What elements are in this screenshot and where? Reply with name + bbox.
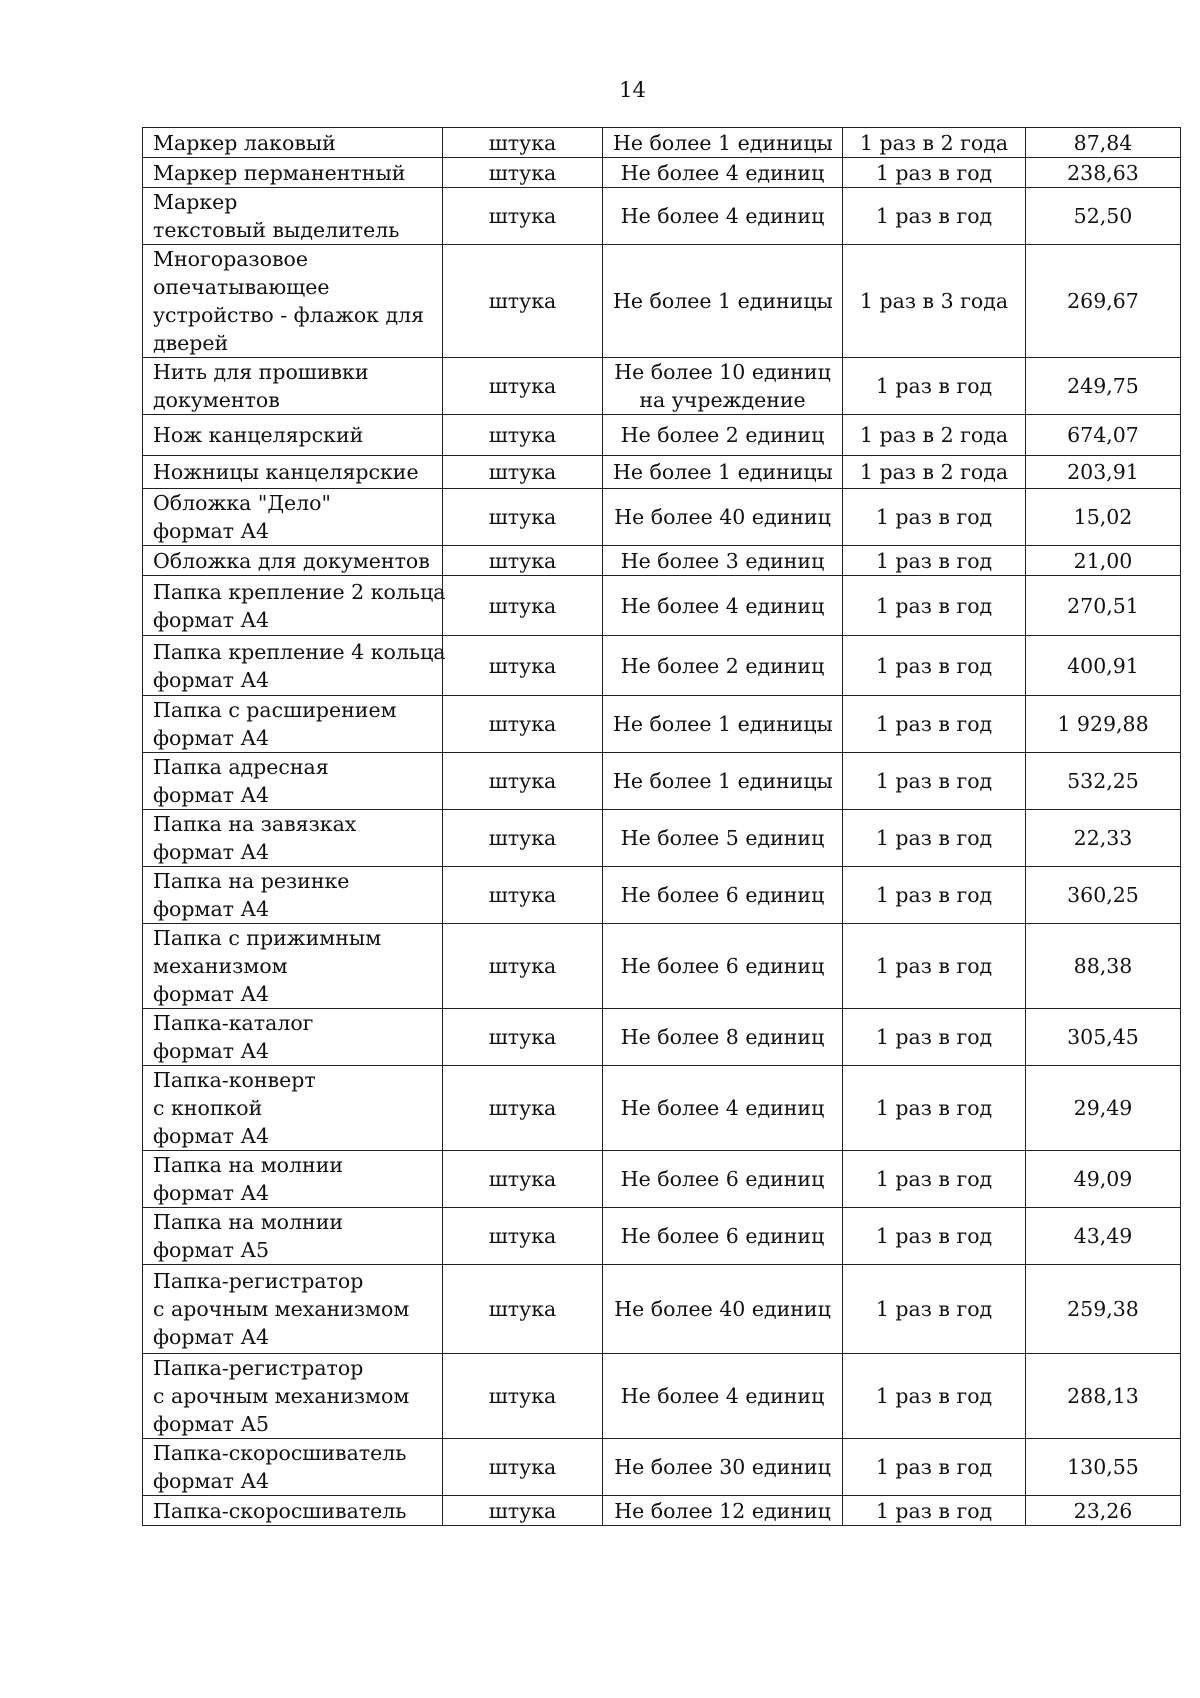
item-name-cell-line: Многоразовое (153, 247, 308, 271)
price-cell: 49,09 (1026, 1151, 1181, 1208)
unit-cell: штука (443, 1439, 603, 1496)
table-row (143, 636, 1181, 696)
item-name-cell-line: формат А4 (153, 897, 270, 921)
quantity-cell-line: Не более 4 единиц (620, 1096, 825, 1120)
frequency-cell: 1 раз в год (843, 576, 1026, 636)
quantity-cell (603, 1439, 843, 1496)
table-row (143, 158, 1181, 188)
item-name-cell-line: формат А4 (153, 519, 270, 543)
item-name-cell (143, 867, 443, 924)
frequency-cell: 1 раз в год (843, 1265, 1026, 1354)
item-name-cell-line: формат А4 (153, 783, 270, 807)
quantity-cell (603, 1151, 843, 1208)
item-name-cell (143, 1265, 443, 1354)
item-name-cell-line: с арочным механизмом (153, 1384, 410, 1408)
item-name-cell (143, 158, 443, 188)
item-name-cell (143, 128, 443, 158)
frequency-cell: 1 раз в год (843, 1439, 1026, 1496)
table-row (143, 1151, 1181, 1208)
frequency-cell: 1 раз в 2 года (843, 128, 1026, 158)
item-name-cell-line: Папка-конверт (153, 1068, 316, 1092)
frequency-cell: 1 раз в 3 года (843, 245, 1026, 358)
item-name-cell-line: формат А4 (153, 1469, 270, 1493)
item-name-cell-line: Папка с прижимным (153, 926, 382, 950)
item-name-cell (143, 1439, 443, 1496)
item-name-cell (143, 456, 443, 489)
quantity-cell-line: на учреждение (639, 388, 806, 412)
price-cell: 259,38 (1026, 1265, 1181, 1354)
unit-cell: штука (443, 188, 603, 245)
quantity-cell-line: Не более 1 единицы (613, 769, 833, 793)
frequency-cell: 1 раз в год (843, 867, 1026, 924)
unit-cell: штука (443, 1208, 603, 1265)
quantity-cell-line: Не более 30 единиц (614, 1455, 831, 1479)
quantity-cell-line: Не более 10 единиц (614, 360, 831, 384)
quantity-cell (603, 1208, 843, 1265)
item-name-cell-line: документов (153, 388, 280, 412)
table-row (143, 696, 1181, 753)
item-name-cell-line: Папка-регистратор (153, 1356, 364, 1380)
quantity-cell-line: Не более 4 единиц (620, 160, 825, 185)
item-name-cell-line: Папка-регистратор (153, 1269, 364, 1293)
frequency-cell: 1 раз в год (843, 924, 1026, 1009)
quantity-cell (603, 456, 843, 489)
unit-cell: штука (443, 576, 603, 636)
quantity-cell (603, 1009, 843, 1066)
quantity-cell (603, 489, 843, 546)
price-cell: 22,33 (1026, 810, 1181, 867)
item-name-cell-line: Нить для прошивки (153, 360, 369, 384)
item-name-cell-line: Обложка для документов (153, 548, 430, 573)
item-name-cell-line: Нож канцелярский (153, 423, 364, 447)
frequency-cell: 1 раз в год (843, 546, 1026, 576)
price-cell: 360,25 (1026, 867, 1181, 924)
table-row (143, 188, 1181, 245)
frequency-cell: 1 раз в год (843, 636, 1026, 696)
frequency-cell: 1 раз в год (843, 1496, 1026, 1526)
item-name-cell-line: Маркер перманентный (153, 160, 406, 185)
quantity-cell (603, 158, 843, 188)
item-name-cell-line: Ножницы канцелярские (153, 460, 419, 484)
price-cell: 43,49 (1026, 1208, 1181, 1265)
item-name-cell-line: Папка на молнии (153, 1153, 344, 1177)
unit-cell: штука (443, 636, 603, 696)
quantity-cell-line: Не более 40 единиц (614, 505, 831, 529)
item-name-cell-line: формат А4 (153, 840, 270, 864)
item-name-cell-line: формат А4 (153, 1181, 270, 1205)
item-name-cell (143, 1496, 443, 1526)
item-name-cell (143, 636, 446, 696)
unit-cell: штука (443, 489, 603, 546)
item-name-cell-line: Маркер (153, 190, 238, 214)
quantity-cell (603, 924, 843, 1009)
unit-cell: штука (443, 924, 603, 1009)
price-cell: 269,67 (1026, 245, 1181, 358)
quantity-cell (603, 546, 843, 576)
quantity-cell (603, 128, 843, 158)
quantity-cell (603, 358, 843, 415)
unit-cell: штука (443, 158, 603, 188)
quantity-cell (603, 415, 843, 456)
table-row (143, 924, 1181, 1009)
quantity-cell-line: Не более 4 единиц (620, 204, 825, 228)
frequency-cell: 1 раз в 2 года (843, 415, 1026, 456)
table-row (143, 456, 1181, 489)
item-name-cell (143, 924, 443, 1009)
unit-cell: штука (443, 245, 603, 358)
supplies-table (142, 127, 1181, 1526)
table-row (143, 1496, 1181, 1526)
quantity-cell (603, 636, 843, 696)
frequency-cell: 1 раз в год (843, 158, 1026, 188)
unit-cell: штука (443, 810, 603, 867)
table-row (143, 358, 1181, 415)
item-name-cell-line: Папка-каталог (153, 1011, 314, 1035)
item-name-cell-line: формат А4 (153, 1039, 270, 1063)
page-number: 14 (619, 78, 646, 102)
table-row (143, 128, 1181, 158)
price-cell: 29,49 (1026, 1066, 1181, 1151)
unit-cell: штука (443, 1009, 603, 1066)
quantity-cell (603, 696, 843, 753)
item-name-cell-line: формат А4 (153, 982, 270, 1006)
unit-cell: штука (443, 128, 603, 158)
frequency-cell: 1 раз в год (843, 1066, 1026, 1151)
price-cell: 1 929,88 (1026, 696, 1181, 753)
frequency-cell: 1 раз в год (843, 188, 1026, 245)
quantity-cell-line: Не более 40 единиц (614, 1297, 831, 1321)
price-cell: 238,63 (1026, 158, 1181, 188)
quantity-cell-line: Не более 5 единиц (620, 826, 825, 850)
item-name-cell (143, 1151, 443, 1208)
quantity-cell (603, 867, 843, 924)
item-name-cell-line: Папка-скоросшиватель (153, 1441, 407, 1465)
quantity-cell-line: Не более 4 единиц (620, 1384, 825, 1408)
quantity-cell (603, 1496, 843, 1526)
table-row (143, 1439, 1181, 1496)
item-name-cell (143, 753, 443, 810)
price-cell: 52,50 (1026, 188, 1181, 245)
quantity-cell-line: Не более 6 единиц (620, 954, 825, 978)
quantity-cell (603, 1354, 843, 1439)
quantity-cell-line: Не более 1 единицы (613, 460, 833, 484)
quantity-cell-line: Не более 1 единицы (613, 712, 833, 736)
table-row (143, 1354, 1181, 1439)
price-cell: 288,13 (1026, 1354, 1181, 1439)
item-name-cell (143, 810, 443, 867)
unit-cell: штука (443, 1151, 603, 1208)
item-name-cell-line: формат А4 (153, 726, 270, 750)
table-row (143, 576, 1181, 636)
item-name-cell (143, 1066, 443, 1151)
quantity-cell-line: Не более 8 единиц (620, 1025, 825, 1049)
item-name-cell-line: Маркер лаковый (153, 130, 336, 155)
table-row (143, 1208, 1181, 1265)
table-row (143, 489, 1181, 546)
item-name-cell-line: с арочным механизмом (153, 1297, 410, 1321)
table-row (143, 1265, 1181, 1354)
price-cell: 87,84 (1026, 128, 1181, 158)
item-name-cell (143, 696, 443, 753)
item-name-cell-line: Папка адресная (153, 755, 329, 779)
table-row (143, 867, 1181, 924)
unit-cell: штука (443, 753, 603, 810)
price-cell: 249,75 (1026, 358, 1181, 415)
table-row (143, 753, 1181, 810)
quantity-cell-line: Не более 4 единиц (620, 593, 825, 618)
frequency-cell: 1 раз в год (843, 1151, 1026, 1208)
item-name-cell-line: Обложка "Дело" (153, 491, 331, 515)
price-cell: 88,38 (1026, 924, 1181, 1009)
item-name-cell-line: Папка крепление 2 кольца (153, 579, 446, 604)
quantity-cell-line: Не более 6 единиц (620, 1224, 825, 1248)
frequency-cell: 1 раз в год (843, 753, 1026, 810)
item-name-cell (143, 188, 443, 245)
unit-cell: штука (443, 546, 603, 576)
frequency-cell: 1 раз в год (843, 489, 1026, 546)
frequency-cell: 1 раз в год (843, 810, 1026, 867)
price-cell: 23,26 (1026, 1496, 1181, 1526)
item-name-cell-line: Папка крепление 4 кольца (153, 639, 446, 664)
item-name-cell-line: Папка-скоросшиватель (153, 1498, 407, 1523)
item-name-cell (143, 1208, 443, 1265)
item-name-cell-line: с кнопкой (153, 1096, 263, 1120)
quantity-cell (603, 188, 843, 245)
quantity-cell (603, 245, 843, 358)
price-cell: 532,25 (1026, 753, 1181, 810)
frequency-cell: 1 раз в год (843, 358, 1026, 415)
table-row (143, 245, 1181, 358)
unit-cell: штука (443, 867, 603, 924)
quantity-cell-line: Не более 3 единиц (620, 548, 825, 573)
unit-cell: штука (443, 1066, 603, 1151)
item-name-cell (143, 1009, 443, 1066)
item-name-cell (143, 489, 443, 546)
quantity-cell (603, 1265, 843, 1354)
unit-cell: штука (443, 415, 603, 456)
quantity-cell-line: Не более 2 единиц (620, 423, 825, 447)
price-cell: 130,55 (1026, 1439, 1181, 1496)
item-name-cell (143, 1354, 443, 1439)
item-name-cell-line: дверей (153, 331, 229, 355)
price-cell: 400,91 (1026, 636, 1181, 696)
item-name-cell (143, 358, 443, 415)
item-name-cell (143, 576, 446, 636)
item-name-cell-line: формат А4 (153, 1124, 270, 1148)
item-name-cell (143, 546, 443, 576)
quantity-cell (603, 576, 843, 636)
quantity-cell (603, 753, 843, 810)
frequency-cell: 1 раз в год (843, 1354, 1026, 1439)
unit-cell: штука (443, 1265, 603, 1354)
unit-cell: штука (443, 696, 603, 753)
price-cell: 203,91 (1026, 456, 1181, 489)
table-row (143, 415, 1181, 456)
quantity-cell-line: Не более 1 единицы (613, 130, 833, 155)
item-name-cell (143, 415, 443, 456)
quantity-cell-line: Не более 12 единиц (614, 1498, 831, 1523)
item-name-cell-line: Папка на молнии (153, 1210, 344, 1234)
price-cell: 305,45 (1026, 1009, 1181, 1066)
item-name-cell-line: формат А4 (153, 667, 270, 692)
supplies-table-body (143, 128, 1181, 1526)
item-name-cell-line: формат А5 (153, 1412, 270, 1436)
quantity-cell-line: Не более 6 единиц (620, 1167, 825, 1191)
item-name-cell-line: Папка на резинке (153, 869, 350, 893)
table-row (143, 1066, 1181, 1151)
quantity-cell-line: Не более 6 единиц (620, 883, 825, 907)
frequency-cell: 1 раз в год (843, 1208, 1026, 1265)
item-name-cell-line: текстовый выделитель (153, 218, 400, 242)
item-name-cell-line: формат А4 (153, 1325, 270, 1349)
quantity-cell-line: Не более 2 единиц (620, 653, 825, 678)
unit-cell: штука (443, 358, 603, 415)
price-cell: 15,02 (1026, 489, 1181, 546)
unit-cell: штука (443, 456, 603, 489)
price-cell: 674,07 (1026, 415, 1181, 456)
quantity-cell (603, 1066, 843, 1151)
quantity-cell (603, 810, 843, 867)
item-name-cell (143, 245, 443, 358)
unit-cell: штука (443, 1354, 603, 1439)
price-cell: 21,00 (1026, 546, 1181, 576)
item-name-cell-line: Папка с расширением (153, 698, 397, 722)
table-row (143, 1009, 1181, 1066)
table-row (143, 810, 1181, 867)
frequency-cell: 1 раз в год (843, 696, 1026, 753)
frequency-cell: 1 раз в год (843, 1009, 1026, 1066)
item-name-cell-line: механизмом (153, 954, 288, 978)
price-cell: 270,51 (1026, 576, 1181, 636)
table-row (143, 546, 1181, 576)
item-name-cell-line: формат А4 (153, 607, 270, 632)
item-name-cell-line: Папка на завязках (153, 812, 357, 836)
quantity-cell-line: Не более 1 единицы (613, 289, 833, 313)
item-name-cell-line: опечатывающее (153, 275, 330, 299)
frequency-cell: 1 раз в 2 года (843, 456, 1026, 489)
unit-cell: штука (443, 1496, 603, 1526)
item-name-cell-line: устройство - флажок для (153, 303, 425, 327)
item-name-cell-line: формат А5 (153, 1238, 270, 1262)
